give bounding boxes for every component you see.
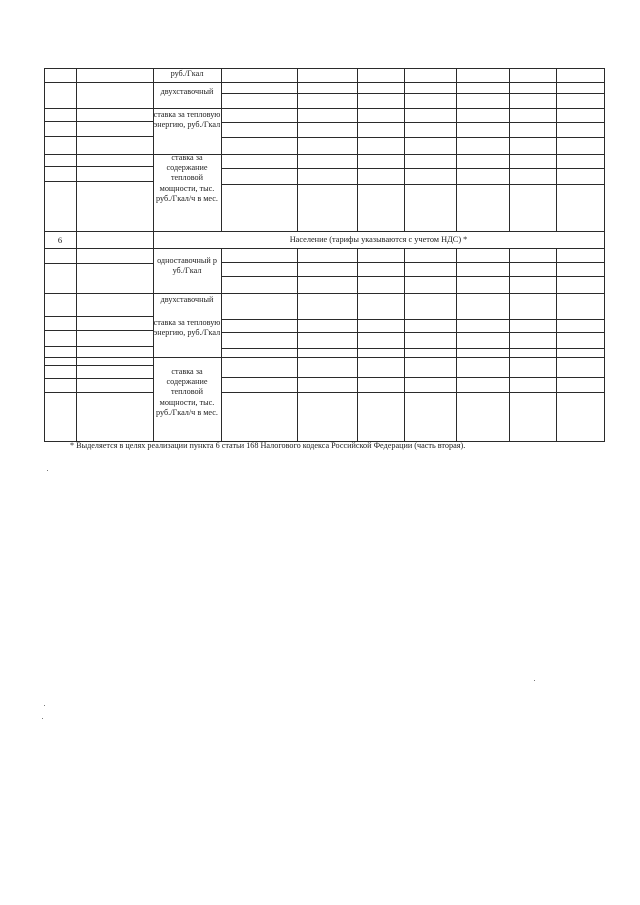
cell-capacity-rate-label-2: ставка за содержание тепловой мощности, тыс. руб./Гкал/ч в мес. [156, 367, 218, 417]
grid-line [221, 332, 604, 333]
grid-line [44, 181, 153, 182]
grid-line [221, 348, 604, 349]
cell-heat-rate-label-2: ставка за тепловую энергию, руб./Гкал [153, 318, 221, 338]
grid-line [44, 231, 604, 232]
scan-speck [47, 470, 48, 471]
cell-capacity-rate-label: ставка за содержание тепловой мощности, тыс. руб./Гкал/ч в мес. [156, 153, 218, 203]
grid-line [44, 330, 153, 331]
grid-line [44, 293, 604, 294]
grid-line [221, 377, 604, 378]
row-number: 6 [57, 235, 63, 245]
grid-line [44, 378, 153, 379]
grid-line [221, 93, 604, 94]
grid-line [44, 82, 604, 83]
grid-line [221, 184, 604, 185]
grid-line [221, 248, 222, 442]
grid-line [297, 248, 298, 442]
grid-line [44, 121, 153, 122]
scan-speck [42, 718, 43, 719]
grid-line [44, 166, 153, 167]
grid-line [44, 136, 153, 137]
grid-line [44, 346, 153, 347]
cell-one-part-label: одноставочный руб./Гкал [157, 256, 217, 276]
grid-line [221, 168, 604, 169]
grid-line [76, 68, 77, 442]
cell-two-part-label: двухставочный [160, 87, 214, 96]
grid-line [44, 248, 604, 249]
grid-line [604, 68, 605, 442]
grid-line [221, 392, 604, 393]
grid-line [221, 122, 604, 123]
footnote: * Выделяется в целях реализации пункта 6 статьи 168 Налогового кодекса Российской Федерации (часть вторая). [70, 441, 466, 450]
grid-line [404, 248, 405, 442]
grid-line [456, 248, 457, 442]
grid-line [556, 248, 557, 442]
grid-line [44, 365, 153, 366]
grid-line [221, 319, 604, 320]
grid-line [357, 248, 358, 442]
grid-line [44, 357, 604, 358]
grid-line [221, 137, 604, 138]
grid-line [44, 68, 45, 442]
cell-unit-label: руб./Гкал [170, 69, 204, 78]
grid-line [44, 68, 604, 69]
grid-line [44, 154, 604, 155]
grid-line [509, 248, 510, 442]
grid-line [221, 262, 604, 263]
cell-heat-rate-label: ставка за тепловую энергию, руб./Гкал [153, 110, 221, 130]
scan-speck [534, 680, 535, 681]
grid-line [44, 108, 604, 109]
grid-line [221, 276, 604, 277]
grid-line [44, 392, 153, 393]
scan-speck [44, 705, 45, 706]
tariff-table-grid [44, 68, 604, 441]
cell-two-part-label-2: двухставочный [160, 295, 214, 304]
grid-line [44, 316, 153, 317]
grid-line [44, 263, 153, 264]
section-title: Население (тарифы указываются с учетом НДС) * [289, 235, 468, 244]
